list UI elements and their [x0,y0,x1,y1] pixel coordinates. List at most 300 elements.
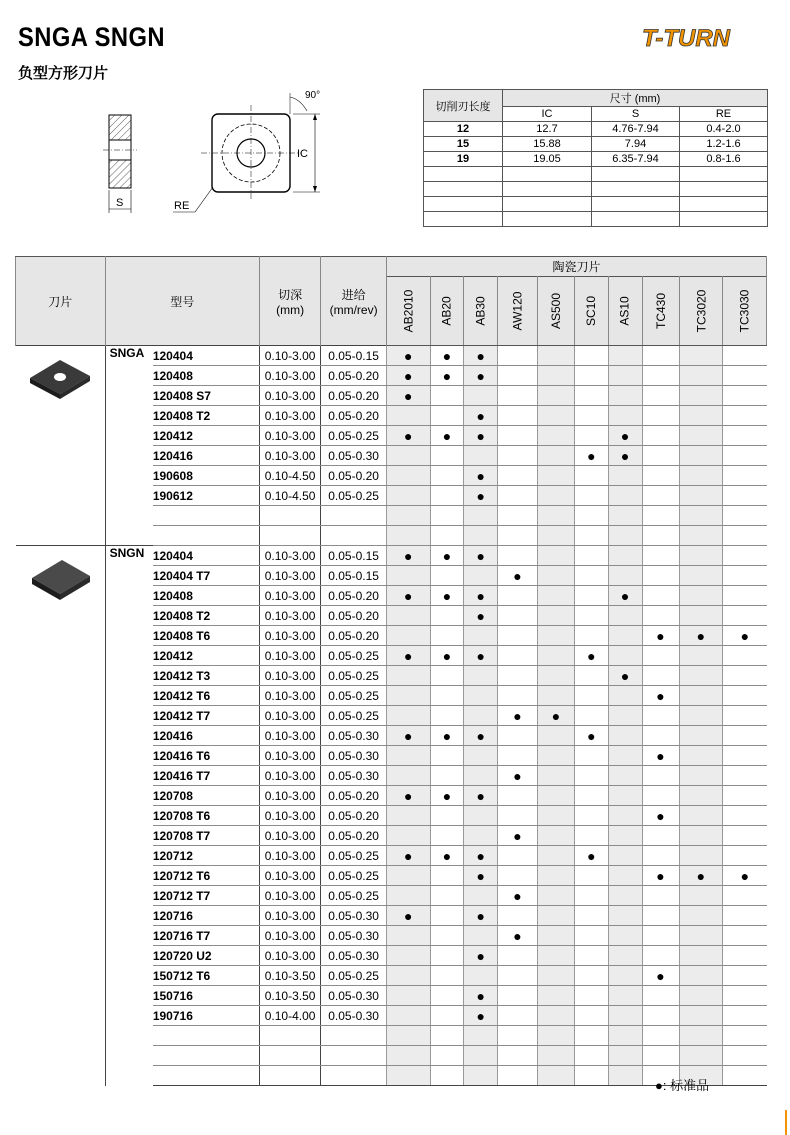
grade-cell-sc10 [574,466,608,486]
standard-dot: ● [620,427,630,444]
grade-cell-ab2010 [386,686,430,706]
standard-dot: ● [587,447,596,464]
grade-cell-ab2010 [386,606,430,626]
grade-cell-ab30 [464,486,498,506]
grade-cell-tc430 [642,626,679,646]
grade-cell-as10 [608,546,642,566]
grade-cell-ab30 [464,766,498,786]
grade-cell-ab20 [430,766,464,786]
model-cell: 120712 T7 [153,886,260,906]
standard-dot: ● [476,487,485,504]
grade-cell-tc430 [642,386,679,406]
feed-cell: 0.05-0.30 [321,1006,387,1026]
standard-dot: ● [404,347,413,364]
grade-cell-tc430 [642,726,679,746]
grade-cell-as10 [608,406,642,426]
table-row [16,346,767,366]
grade-cell-tc3020 [679,806,723,826]
size-cell-s [592,212,680,227]
grade-cell-tc3030 [723,606,767,626]
grade-cell-sc10 [574,606,608,626]
grade-cell-aw120 [498,606,538,626]
grade-cell-tc430 [642,366,679,386]
grade-cell-ab2010 [386,546,430,566]
model-cell: 120720 U2 [153,946,260,966]
grade-cell-as500 [537,766,574,786]
grade-cell-as500 [537,1026,574,1046]
grade-cell-sc10 [574,706,608,726]
grade-cell-tc3020 [679,566,723,586]
feed-cell: 0.05-0.25 [321,966,387,986]
grade-cell-tc3020 [679,546,723,566]
size-cell-ic [503,212,592,227]
grade-cell-ab2010 [386,1026,430,1046]
grade-cell-tc3030 [723,346,767,366]
grade-cell-as500 [537,606,574,626]
grade-cell-tc3030 [723,786,767,806]
grade-cell-as500 [537,526,574,546]
grade-cell-as10 [608,886,642,906]
grade-cell-as10 [608,746,642,766]
grade-cell-as10 [608,906,642,926]
grade-cell-as500 [537,466,574,486]
grade-cell-ab30 [464,346,498,366]
grade-cell-as500 [537,786,574,806]
grade-header-ab2010 [386,277,430,346]
grade-cell-as10 [608,586,642,606]
family-label: SNGA [105,346,153,546]
model-cell: 120412 T7 [153,706,260,726]
grade-cell-tc430 [642,766,679,786]
grade-cell-as500 [537,886,574,906]
insert-table [15,256,767,1086]
grade-cell-ab20 [430,626,464,646]
grade-cell-tc430 [642,526,679,546]
model-cell: 190612 [153,486,260,506]
grade-cell-ab2010 [386,566,430,586]
grade-cell-ab2010 [386,1046,430,1066]
grade-cell-ab20 [430,506,464,526]
size-sub-re: RE [680,107,768,122]
grade-cell-as500 [537,486,574,506]
depth-cell: 0.10-3.00 [259,726,320,746]
grade-cell-as500 [537,706,574,726]
size-cell-edge [424,212,503,227]
grade-cell-ab2010 [386,766,430,786]
model-cell: 120404 [153,546,260,566]
standard-dot: ● [404,587,413,604]
grade-cell-as500 [537,366,574,386]
standard-dot: ● [442,587,452,604]
feed-cell: 0.05-0.20 [321,806,387,826]
grade-cell-ab20 [430,546,464,566]
grade-cell-sc10 [574,646,608,666]
grade-cell-ab20 [430,666,464,686]
grade-cell-ab30 [464,706,498,726]
standard-dot: ● [476,847,485,864]
legend: ●: 标准品 [655,1078,710,1093]
grade-cell-tc430 [642,566,679,586]
grade-cell-as500 [537,726,574,746]
grade-cell-tc3030 [723,706,767,726]
grade-cell-sc10 [574,926,608,946]
grade-header-label: AB2010 [401,289,416,333]
grade-cell-ab20 [430,686,464,706]
grade-cell-tc430 [642,506,679,526]
grade-cell-as500 [537,746,574,766]
grade-cell-sc10 [574,1006,608,1026]
insert-image-cell [16,346,106,546]
standard-dot: ● [513,927,522,944]
grade-cell-ab20 [430,746,464,766]
grade-cell-as500 [537,586,574,606]
standard-dot: ● [513,887,522,904]
model-cell: 120408 [153,366,260,386]
size-cell-s [592,182,680,197]
model-cell: 150712 T6 [153,966,260,986]
grade-cell-tc3030 [723,686,767,706]
grade-cell-tc3020 [679,1026,723,1046]
grade-cell-ab20 [430,986,464,1006]
grade-cell-sc10 [574,586,608,606]
header-feed-unit: (mm/rev) [329,302,378,317]
grade-cell-ab20 [430,706,464,726]
grade-cell-as10 [608,866,642,886]
grade-cell-tc3020 [679,706,723,726]
grade-cell-aw120 [498,946,538,966]
size-row [424,212,768,227]
grade-cell-ab30 [464,906,498,926]
standard-dot: ● [442,347,452,364]
grade-cell-tc430 [642,666,679,686]
feed-cell: 0.05-0.30 [321,766,387,786]
standard-dot: ● [442,547,452,564]
grade-cell-as500 [537,966,574,986]
grade-cell-tc3020 [679,826,723,846]
grade-cell-as500 [537,386,574,406]
standard-dot: ● [551,707,561,724]
grade-cell-ab2010 [386,626,430,646]
feed-cell: 0.05-0.25 [321,426,387,446]
standard-dot: ● [476,647,485,664]
model-cell: 120416 [153,446,260,466]
grade-cell-sc10 [574,746,608,766]
depth-cell [259,506,320,526]
grade-cell-tc3030 [723,986,767,1006]
feed-cell: 0.05-0.25 [321,646,387,666]
grade-cell-as10 [608,426,642,446]
model-cell: 120708 T6 [153,806,260,826]
grade-cell-tc430 [642,1006,679,1026]
feed-cell [321,1046,387,1066]
grade-cell-sc10 [574,966,608,986]
depth-cell: 0.10-3.00 [259,806,320,826]
grade-cell-sc10 [574,806,608,826]
grade-cell-as10 [608,1006,642,1026]
depth-cell: 0.10-3.00 [259,446,320,466]
grade-cell-ab20 [430,926,464,946]
page-title: SNGA SNGN [18,22,165,52]
standard-dot: ● [513,767,522,784]
grade-cell-ab2010 [386,446,430,466]
size-row [424,122,768,137]
grade-cell-ab20 [430,906,464,926]
grade-cell-tc430 [642,846,679,866]
grade-cell-ab30 [464,646,498,666]
grade-cell-aw120 [498,846,538,866]
grade-cell-aw120 [498,906,538,926]
size-row [424,152,768,167]
depth-cell: 0.10-3.00 [259,386,320,406]
grade-cell-tc430 [642,646,679,666]
grade-cell-ab2010 [386,826,430,846]
grade-cell-sc10 [574,406,608,426]
model-cell: 120408 T6 [153,626,260,646]
depth-cell [259,1066,320,1086]
standard-dot: ● [656,967,665,984]
grade-cell-as500 [537,986,574,1006]
model-cell: 190716 [153,1006,260,1026]
standard-dot: ● [656,627,665,644]
standard-dot: ● [696,627,706,644]
grade-cell-ab2010 [386,946,430,966]
grade-cell-sc10 [574,366,608,386]
size-cell-edge: 19 [424,152,503,167]
feed-cell [321,1066,387,1086]
grade-cell-tc3030 [723,486,767,506]
grade-cell-aw120 [498,686,538,706]
grade-cell-ab2010 [386,426,430,446]
feed-cell: 0.05-0.25 [321,886,387,906]
table-row [16,546,767,566]
grade-cell-as10 [608,666,642,686]
re-label: RE [174,200,190,212]
grade-cell-tc3030 [723,906,767,926]
grade-cell-sc10 [574,386,608,406]
header-depth-unit: (mm) [276,302,305,317]
standard-dot: ● [476,607,485,624]
header-feed [321,257,387,346]
grade-cell-sc10 [574,866,608,886]
feed-cell: 0.05-0.30 [321,726,387,746]
grade-cell-tc3030 [723,646,767,666]
grade-cell-sc10 [574,1066,608,1086]
grade-cell-ab20 [430,826,464,846]
grade-cell-sc10 [574,1026,608,1046]
grade-cell-as10 [608,806,642,826]
grade-cell-tc3030 [723,946,767,966]
grade-cell-ab2010 [386,966,430,986]
grade-cell-tc430 [642,706,679,726]
grade-cell-aw120 [498,806,538,826]
standard-dot: ● [404,387,413,404]
grade-cell-tc430 [642,486,679,506]
depth-cell [259,1026,320,1046]
standard-dot: ● [587,647,596,664]
grade-cell-as500 [537,926,574,946]
grade-cell-ab30 [464,686,498,706]
grade-cell-tc430 [642,466,679,486]
grade-header-as10 [608,277,642,346]
page-subtitle: 负型方形刀片 [18,65,109,82]
grade-cell-sc10 [574,626,608,646]
grade-cell-ab30 [464,426,498,446]
standard-dot: ● [476,427,485,444]
grade-cell-ab20 [430,386,464,406]
grade-cell-aw120 [498,746,538,766]
grade-cell-ab20 [430,426,464,446]
grade-cell-tc3030 [723,666,767,686]
depth-cell: 0.10-3.00 [259,786,320,806]
standard-dot: ● [476,867,485,884]
feed-cell: 0.05-0.20 [321,406,387,426]
grade-cell-tc430 [642,946,679,966]
grade-cell-tc430 [642,406,679,426]
grade-cell-as10 [608,466,642,486]
grade-cell-as10 [608,486,642,506]
grade-cell-ab30 [464,826,498,846]
grade-cell-as500 [537,1046,574,1066]
grade-cell-tc3030 [723,1006,767,1026]
feed-cell: 0.05-0.20 [321,826,387,846]
insert-image-cell [16,546,106,1086]
depth-cell: 0.10-3.00 [259,566,320,586]
grade-cell-ab2010 [386,866,430,886]
grade-cell-as500 [537,1006,574,1026]
grade-cell-aw120 [498,726,538,746]
grade-cell-as10 [608,766,642,786]
grade-cell-ab20 [430,606,464,626]
grade-cell-sc10 [574,546,608,566]
feed-cell: 0.05-0.15 [321,346,387,366]
feed-cell: 0.05-0.15 [321,546,387,566]
grade-cell-aw120 [498,886,538,906]
size-cell-re: 0.4-2.0 [680,122,768,137]
grade-cell-sc10 [574,566,608,586]
size-cell-edge [424,182,503,197]
standard-dot: ● [404,907,413,924]
grade-cell-ab30 [464,606,498,626]
grade-cell-tc3020 [679,726,723,746]
grade-header-aw120 [498,277,538,346]
standard-dot: ● [404,847,413,864]
grade-cell-ab2010 [386,926,430,946]
model-cell: 120412 [153,426,260,446]
grade-cell-ab20 [430,966,464,986]
grade-cell-ab30 [464,926,498,946]
size-cell-ic [503,182,592,197]
grade-cell-tc3020 [679,786,723,806]
grade-cell-ab30 [464,986,498,1006]
grade-cell-sc10 [574,906,608,926]
depth-cell: 0.10-3.00 [259,826,320,846]
grade-cell-tc3030 [723,366,767,386]
grade-cell-ab2010 [386,526,430,546]
grade-cell-as10 [608,846,642,866]
grade-cell-ab30 [464,366,498,386]
grade-cell-tc3030 [723,1026,767,1046]
grade-cell-ab2010 [386,506,430,526]
grade-cell-tc430 [642,1046,679,1066]
grade-cell-tc3030 [723,726,767,746]
standard-dot: ● [404,427,413,444]
grade-cell-as500 [537,506,574,526]
grade-cell-tc3030 [723,826,767,846]
header-ceramic: 陶瓷刀片 [386,257,766,277]
depth-cell: 0.10-3.00 [259,706,320,726]
grade-cell-tc3020 [679,386,723,406]
grade-cell-ab30 [464,586,498,606]
grade-cell-as500 [537,566,574,586]
depth-cell: 0.10-3.00 [259,886,320,906]
model-cell [153,1066,260,1086]
grade-cell-tc3020 [679,466,723,486]
depth-cell: 0.10-3.00 [259,646,320,666]
feed-cell: 0.05-0.20 [321,466,387,486]
header-model: 型号 [105,257,259,346]
grade-cell-as10 [608,606,642,626]
grade-cell-tc3030 [723,446,767,466]
grade-cell-tc3020 [679,346,723,366]
standard-dot: ● [442,787,452,804]
standard-dot: ● [696,867,706,884]
grade-cell-tc3020 [679,926,723,946]
grade-cell-ab2010 [386,726,430,746]
standard-dot: ● [442,427,452,444]
model-cell: 120716 T7 [153,926,260,946]
grade-cell-sc10 [574,506,608,526]
depth-cell: 0.10-3.00 [259,546,320,566]
model-cell: 120404 T7 [153,566,260,586]
size-cell-edge [424,197,503,212]
grade-cell-as500 [537,646,574,666]
model-cell: 120412 T3 [153,666,260,686]
size-col-size: 尺寸 (mm) [503,90,768,107]
grade-cell-ab2010 [386,486,430,506]
depth-cell [259,1046,320,1066]
top-view [173,90,320,212]
size-cell-s: 4.76-7.94 [592,122,680,137]
grade-cell-tc3020 [679,906,723,926]
grade-cell-tc430 [642,866,679,886]
feed-cell: 0.05-0.25 [321,866,387,886]
standard-dot: ● [620,587,630,604]
grade-cell-aw120 [498,1006,538,1026]
grade-cell-ab2010 [386,386,430,406]
grade-cell-ab20 [430,1026,464,1046]
grade-cell-sc10 [574,826,608,846]
grade-cell-tc3020 [679,666,723,686]
model-cell: 120408 S7 [153,386,260,406]
grade-cell-tc430 [642,786,679,806]
grade-cell-tc3030 [723,406,767,426]
grade-cell-as10 [608,386,642,406]
grade-cell-ab20 [430,646,464,666]
s-dim-label: S [116,197,124,209]
size-col-edge: 切削刃长度 [424,90,503,122]
grade-cell-tc3030 [723,546,767,566]
grade-cell-aw120 [498,426,538,446]
grade-cell-as500 [537,906,574,926]
grade-cell-tc3030 [723,426,767,446]
grade-cell-ab30 [464,946,498,966]
grade-header-label: TC3020 [693,289,708,333]
size-cell-edge: 12 [424,122,503,137]
feed-cell: 0.05-0.25 [321,686,387,706]
grade-cell-aw120 [498,626,538,646]
feed-cell: 0.05-0.20 [321,586,387,606]
grade-cell-ab2010 [386,406,430,426]
